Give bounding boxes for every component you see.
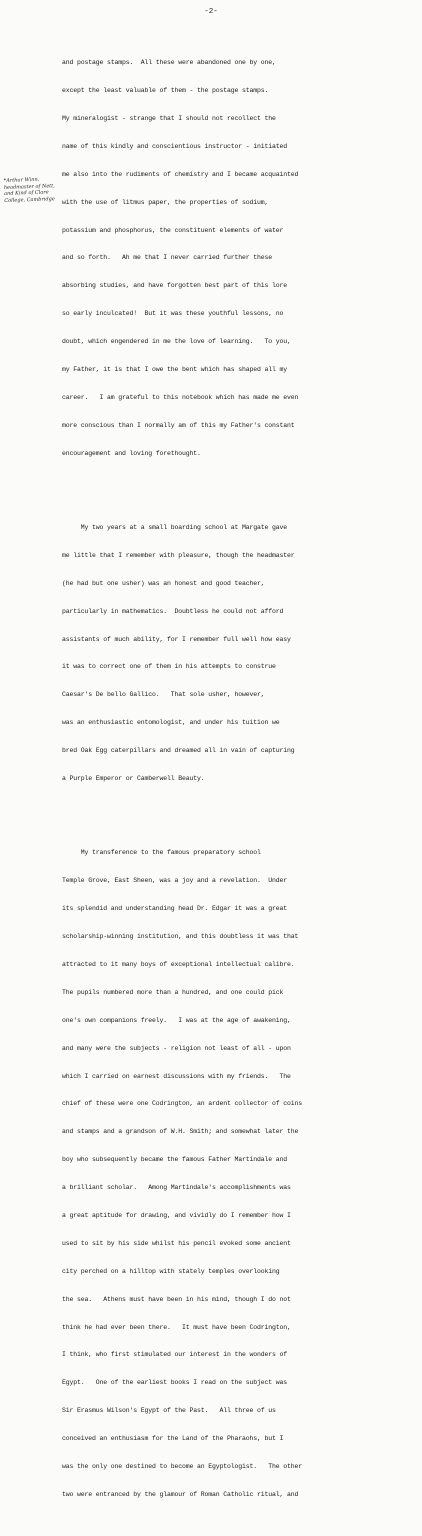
text-line: encouragement and loving forethought. (62, 449, 201, 457)
text-line: bred Oak Egg caterpillars and dreamed all in vain of capturing (62, 747, 295, 755)
text-line: The pupils numbered more than a hundred, and one could pick (62, 988, 284, 996)
text-line: My two years at a small boarding school at Margate gave (62, 524, 288, 532)
text-line: potassium and phosphorus, the constituent elements of water (62, 226, 284, 234)
text-line: assistants of much ability, for I remember full well how easy (62, 635, 291, 643)
text-line: think he had ever been there. It must have been Codrington, (62, 1323, 291, 1331)
text-line: I think, who first stimulated our interest in the wonders of (62, 1351, 288, 1359)
text-line: which I carried on earnest discussions with my friends. The (62, 1072, 291, 1080)
text-line: one's own companions freely. I was at the age of awakening, (62, 1016, 291, 1024)
text-line: Egypt. One of the earliest books I read on the subject was (62, 1379, 288, 1387)
text-line: absorbing studies, and have forgotten best part of this lore (62, 282, 288, 290)
text-line: My mineralogist - strange that I should not recollect the (62, 114, 276, 122)
text-line: My transference to the famous preparatory school (62, 849, 261, 857)
text-line: a Purple Emperor or Camberwell Beauty. (62, 775, 205, 783)
text-line: two were entranced by the glamour of Roman Catholic ritual, and (62, 1490, 299, 1498)
text-line: scholarship-winning institution, and this doubtless it was that (62, 933, 299, 941)
text-line: the sea. Athens must have been in his mind, though I do not (62, 1295, 291, 1303)
text-line: my Father, it is that I owe the bent which has shaped all my (62, 365, 288, 373)
text-line: me also into the rudiments of chemistry and I became acquainted (62, 170, 299, 178)
text-line: me little that I remember with pleasure, though the headmaster (62, 551, 295, 559)
text-line: and so forth. Ah me that I never carried further these (62, 254, 273, 262)
text-line: Temple Grove, East Sheen, was a joy and a revelation. Under (62, 877, 288, 885)
text-line: a brilliant scholar. Among Martindale's accomplishments was (62, 1184, 291, 1192)
text-line: its splendid and understanding head Dr. Edgar it was a great (62, 905, 288, 913)
paragraph-2 (62, 504, 418, 802)
text-line: and many were the subjects - religion not least of all - upon (62, 1044, 291, 1052)
text-line: and postage stamps. All these were abandoned one by one, (62, 59, 276, 67)
text-line: conceived an enthusiasm for the Land of the Pharaohs, but I (62, 1435, 284, 1443)
text-line: it was to correct one of them in his attempts to construe (62, 663, 276, 671)
text-line: particularly in mathematics. Doubtless he could not afford (62, 607, 284, 615)
paragraph-1 (62, 40, 418, 477)
typescript-body (62, 21, 418, 1536)
text-line: a great aptitude for drawing, and vividly do I remember how I (62, 1212, 291, 1219)
text-line: used to sit by his side whilst his pencil evoked some ancient (62, 1239, 291, 1247)
text-line: and stamps and a grandson of W.H. Smith; and somewhat later the (62, 1128, 299, 1136)
text-line: attracted to it many boys of exceptional intellectual calibre. (62, 960, 295, 968)
text-line: so early inculcated! But it was these youthful lessons, no (62, 310, 284, 318)
text-line: name of this kindly and conscientious instructor - initiated (62, 142, 288, 150)
text-line: doubt, which engendered in me the love of learning. To you, (62, 338, 291, 346)
text-line: was the only one destined to become an Egyptologist. The other (62, 1463, 303, 1471)
text-line: more conscious than I normally am of this my Father's constant (62, 421, 295, 429)
text-line: was an enthusiastic entomologist, and under his tuition we (62, 719, 280, 727)
text-line: chief of these were one Codrington, an ardent collector of coins (62, 1100, 303, 1108)
text-line: with the use of litmus paper, the properties of sodium, (62, 198, 269, 206)
text-line: (he had but one usher) was an honest and good teacher, (62, 579, 265, 587)
text-line: career. I am grateful to this notebook which has made me even (62, 393, 299, 401)
page-number: -2- (204, 8, 218, 16)
text-line: city perched on a hilltop with stately temples overlooking (62, 1267, 280, 1275)
text-line: Sir Erasmus Wilson's Egypt of the Past. All three of us (62, 1407, 276, 1415)
paragraph-3 (62, 830, 418, 1518)
text-line: boy who subsequently became the famous Father Martindale and (62, 1156, 288, 1164)
handwritten-margin-note: *Arthur Winn, headmaster of Nett, and Kind of Clare College, Cambridge (3, 176, 55, 204)
text-line: Caesar's De bello Gallico. That sole usher, however, (62, 691, 265, 699)
text-line: except the least valuable of them - the postage stamps. (62, 87, 269, 95)
